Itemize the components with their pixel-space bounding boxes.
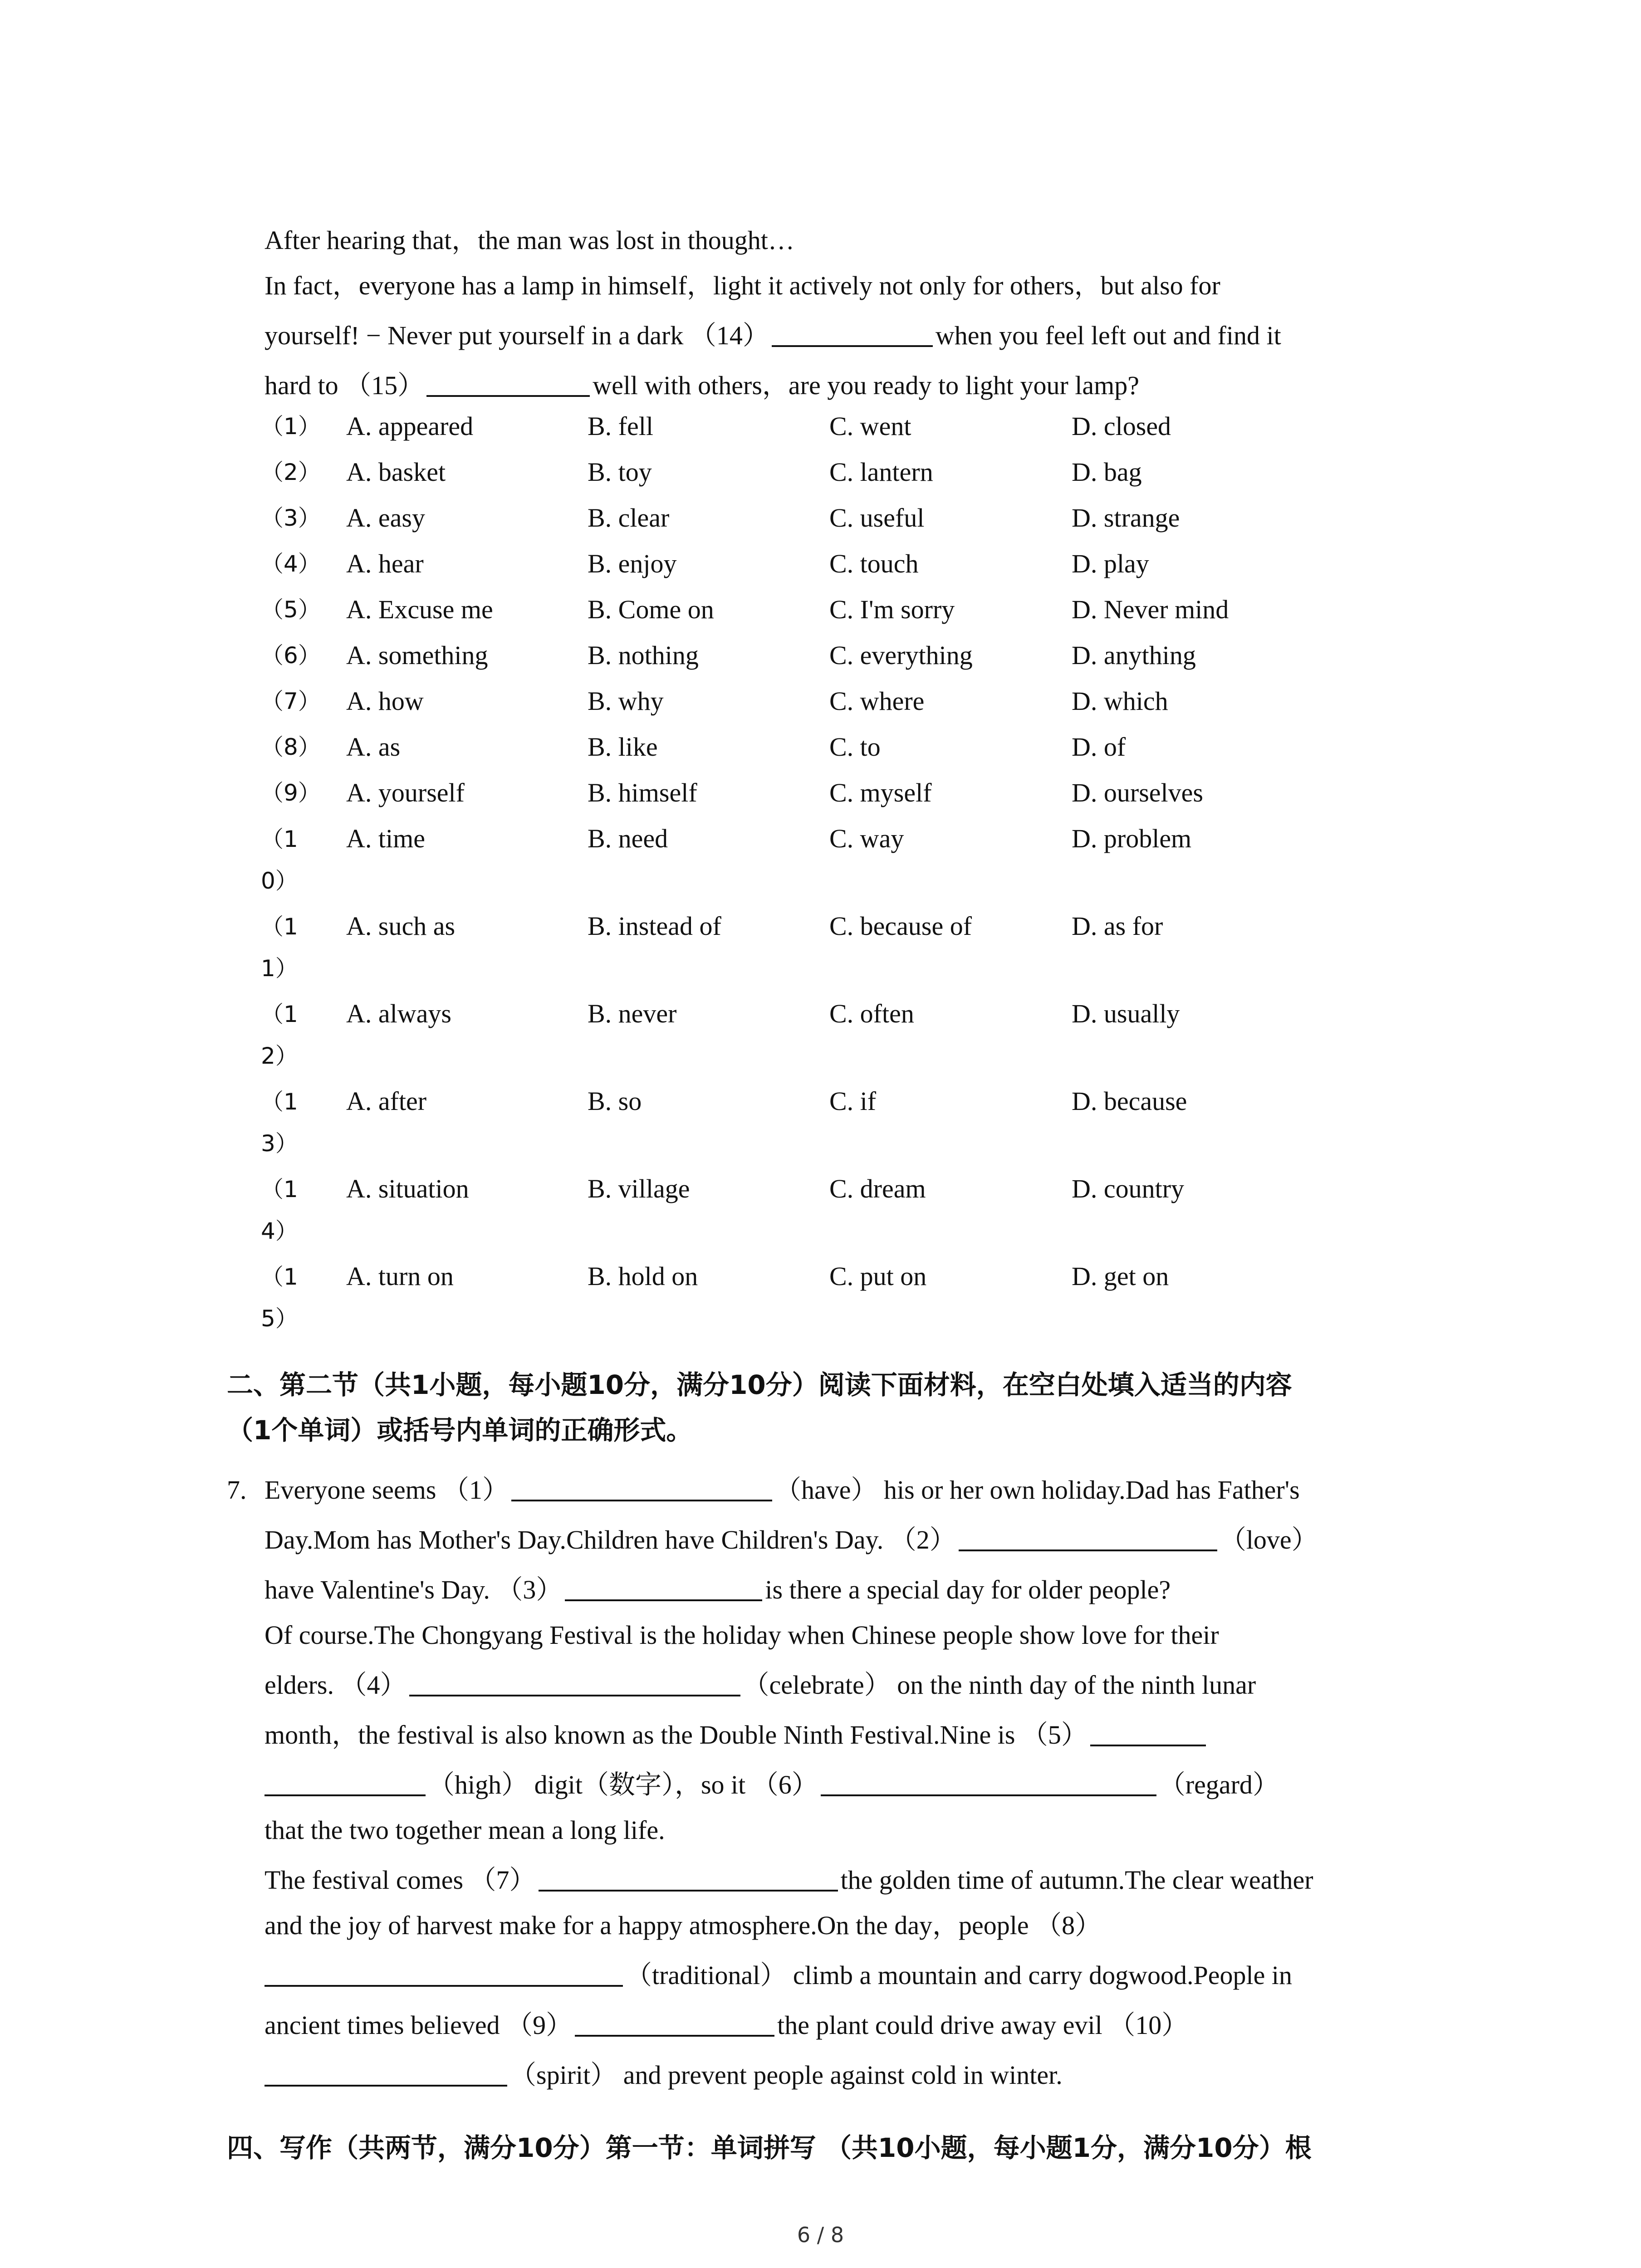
option-b[interactable]: B. enjoy — [588, 549, 677, 578]
option-d[interactable]: D. which — [1072, 686, 1168, 716]
passage-text: elders. （4） — [265, 1670, 407, 1700]
question-number: （2） — [261, 459, 321, 485]
option-a[interactable]: A. hear — [346, 549, 424, 578]
option-d[interactable]: D. strange — [1072, 503, 1180, 533]
passage-text: （spirit） and prevent people against cold in winter. — [510, 2060, 1063, 2090]
answer-blank-1[interactable] — [511, 1468, 772, 1501]
option-b[interactable]: B. instead of — [588, 911, 721, 941]
passage-text: month，the festival is also known as the Double Ninth Festival.Nine is （5） — [265, 1720, 1087, 1750]
option-c[interactable]: C. often — [829, 999, 914, 1028]
passage-line — [265, 261, 1444, 311]
passage-line — [265, 1855, 1444, 1905]
passage-line — [265, 2050, 1444, 2100]
option-a[interactable]: A. something — [346, 640, 488, 670]
question-number: （9） — [261, 780, 321, 806]
option-b[interactable]: B. nothing — [588, 640, 699, 670]
option-a[interactable]: A. turn on — [346, 1261, 454, 1291]
passage-line — [265, 1610, 1444, 1660]
option-d[interactable]: D. of — [1072, 732, 1126, 762]
passage-text: After hearing that，the man was lost in thought… — [265, 225, 794, 255]
answer-blank-8[interactable] — [265, 1953, 623, 1987]
question-number: （8） — [261, 734, 321, 760]
passage-text: the golden time of autumn.The clear weather — [840, 1865, 1313, 1895]
question-number: （1） — [261, 413, 321, 440]
passage-text: （celebrate） on the ninth day of the ninth lunar — [743, 1670, 1256, 1700]
section-heading-line: （1个单词）或括号内单词的正确形式。 — [227, 1415, 693, 1446]
option-b[interactable]: B. himself — [588, 778, 697, 807]
option-d[interactable]: D. ourselves — [1072, 778, 1203, 807]
option-c[interactable]: C. way — [829, 824, 904, 853]
option-a[interactable]: A. appeared — [346, 411, 474, 441]
passage-text: Everyone seems （1） — [265, 1475, 509, 1505]
option-c[interactable]: C. myself — [829, 778, 932, 807]
option-c[interactable]: C. touch — [829, 549, 919, 578]
passage-text: ancient times believed （9） — [265, 2010, 573, 2040]
section-heading — [227, 1360, 1292, 1455]
option-a[interactable]: A. such as — [346, 911, 456, 941]
option-c[interactable]: C. because of — [829, 911, 972, 941]
passage-line — [265, 1901, 1444, 1950]
passage-line — [265, 1805, 1444, 1855]
answer-blank-15[interactable] — [426, 363, 590, 397]
option-c[interactable]: C. where — [829, 686, 925, 716]
passage-text: yourself! − Never put yourself in a dark （14） — [265, 321, 769, 350]
option-d[interactable]: D. closed — [1072, 411, 1171, 441]
option-b[interactable]: B. like — [588, 732, 658, 762]
passage-text: well with others，are you ready to light your lamp? — [593, 371, 1139, 400]
passage-text: the plant could drive away evil （10） — [777, 2010, 1188, 2040]
option-a[interactable]: A. after — [346, 1086, 427, 1116]
option-c[interactable]: C. if — [829, 1086, 877, 1116]
option-b[interactable]: B. Come on — [588, 595, 714, 624]
question-number: （11） — [261, 914, 298, 982]
option-b[interactable]: B. hold on — [588, 1261, 698, 1291]
option-a[interactable]: A. yourself — [346, 778, 465, 807]
option-d[interactable]: D. usually — [1072, 999, 1180, 1028]
option-d[interactable]: D. as for — [1072, 911, 1163, 941]
option-a[interactable]: A. situation — [346, 1174, 469, 1203]
passage-text: and the joy of harvest make for a happy atmosphere.On the day，people （8） — [265, 1911, 1102, 1940]
passage-line — [265, 2000, 1444, 2050]
section-heading-line: 四、写作（共两节，满分10分）第一节：单词拼写 （共10小题，每小题1分，满分10分）根 — [227, 2132, 1312, 2163]
option-b[interactable]: B. why — [588, 686, 664, 716]
option-d[interactable]: D. Never mind — [1072, 595, 1229, 624]
option-d[interactable]: D. problem — [1072, 824, 1192, 853]
option-b[interactable]: B. clear — [588, 503, 670, 533]
option-a[interactable]: A. basket — [346, 457, 446, 487]
passage-line — [265, 1515, 1444, 1565]
passage-text: （love） — [1220, 1525, 1318, 1554]
option-b[interactable]: B. fell — [588, 411, 653, 441]
passage-line — [265, 311, 1444, 361]
answer-blank-5a[interactable] — [1090, 1713, 1206, 1746]
answer-blank-3[interactable] — [565, 1568, 762, 1601]
question-number: （7） — [261, 688, 321, 714]
passage-text: （regard） — [1159, 1770, 1279, 1799]
answer-blank-7[interactable] — [539, 1858, 838, 1892]
option-d[interactable]: D. play — [1072, 549, 1149, 578]
question-number: （4） — [261, 551, 321, 577]
question-number: （5） — [261, 596, 321, 623]
passage-text: is there a special day for older people? — [765, 1575, 1171, 1604]
section-heading-line: 二、第二节（共1小题，每小题10分，满分10分）阅读下面材料，在空白处填入适当的内容 — [227, 1369, 1292, 1400]
option-a[interactable]: A. Excuse me — [346, 595, 493, 624]
passage-line — [265, 1465, 1444, 1515]
option-c[interactable]: C. went — [829, 411, 911, 441]
answer-blank-6[interactable] — [821, 1763, 1156, 1796]
passage-line — [265, 1760, 1444, 1810]
option-b[interactable]: B. village — [588, 1174, 690, 1203]
option-c[interactable]: C. to — [829, 732, 881, 762]
answer-blank-5b[interactable] — [265, 1763, 426, 1796]
passage-line — [265, 1565, 1444, 1615]
question-number: （6） — [261, 642, 321, 669]
option-d[interactable]: D. bag — [1072, 457, 1142, 487]
passage-line — [265, 1660, 1444, 1710]
option-d[interactable]: D. country — [1072, 1174, 1185, 1203]
option-a[interactable]: A. as — [346, 732, 401, 762]
passage-text: hard to （15） — [265, 371, 424, 400]
question-number: （14） — [261, 1176, 298, 1244]
passage-line — [265, 1950, 1444, 2000]
question-number: （12） — [261, 1001, 298, 1069]
passage-text: In fact，everyone has a lamp in himself，light it actively not only for others，but also for — [265, 271, 1220, 300]
passage-text: that the two together mean a long life. — [265, 1815, 665, 1845]
option-d[interactable]: D. because — [1072, 1086, 1187, 1116]
question-number: （10） — [261, 826, 298, 894]
option-b[interactable]: B. so — [588, 1086, 642, 1116]
option-b[interactable]: B. never — [588, 999, 677, 1028]
option-b[interactable]: B. need — [588, 824, 668, 853]
passage-text: Of course.The Chongyang Festival is the holiday when Chinese people show love for their — [265, 1620, 1219, 1650]
question-7-passage — [265, 1465, 1444, 2100]
passage-text: when you feel left out and find it — [935, 321, 1281, 350]
option-a[interactable]: A. how — [346, 686, 424, 716]
option-a[interactable]: A. time — [346, 824, 425, 853]
answer-blank-10[interactable] — [265, 2053, 507, 2087]
option-d[interactable]: D. anything — [1072, 640, 1196, 670]
passage-text: （high） digit（数字），so it （6） — [428, 1770, 818, 1799]
passage-text: （traditional） climb a mountain and carry dogwood.People in — [626, 1960, 1293, 1990]
option-d[interactable]: D. get on — [1072, 1261, 1169, 1291]
option-a[interactable]: A. easy — [346, 503, 425, 533]
option-c[interactable]: C. everything — [829, 640, 973, 670]
option-b[interactable]: B. toy — [588, 457, 652, 487]
passage-end — [265, 215, 1444, 411]
option-c[interactable]: C. dream — [829, 1174, 926, 1203]
option-c[interactable]: C. put on — [829, 1261, 927, 1291]
passage-text: （have） his or her own holiday.Dad has Father's — [774, 1475, 1300, 1505]
answer-blank-2[interactable] — [959, 1518, 1217, 1551]
passage-text: have Valentine's Day. （3） — [265, 1575, 563, 1604]
answer-blank-4[interactable] — [409, 1663, 740, 1696]
passage-text: The festival comes （7） — [265, 1865, 536, 1895]
page-number: 6 / 8 — [797, 2223, 844, 2247]
question-number: （15） — [261, 1264, 298, 1332]
passage-text: Day.Mom has Mother's Day.Children have Children's Day. （2） — [265, 1525, 956, 1554]
passage-line — [265, 1710, 1444, 1760]
section-heading — [227, 2123, 1312, 2173]
option-c[interactable]: C. useful — [829, 503, 925, 533]
option-c[interactable]: C. I'm sorry — [829, 595, 955, 624]
option-c[interactable]: C. lantern — [829, 457, 933, 487]
passage-line — [265, 361, 1444, 411]
option-a[interactable]: A. always — [346, 999, 451, 1028]
question-number: （13） — [261, 1089, 298, 1157]
answer-blank-14[interactable] — [772, 313, 933, 347]
answer-blank-9[interactable] — [575, 2003, 774, 2037]
question-7-number: 7. — [227, 1475, 247, 1505]
question-number: （3） — [261, 505, 321, 531]
passage-line — [265, 215, 1444, 265]
